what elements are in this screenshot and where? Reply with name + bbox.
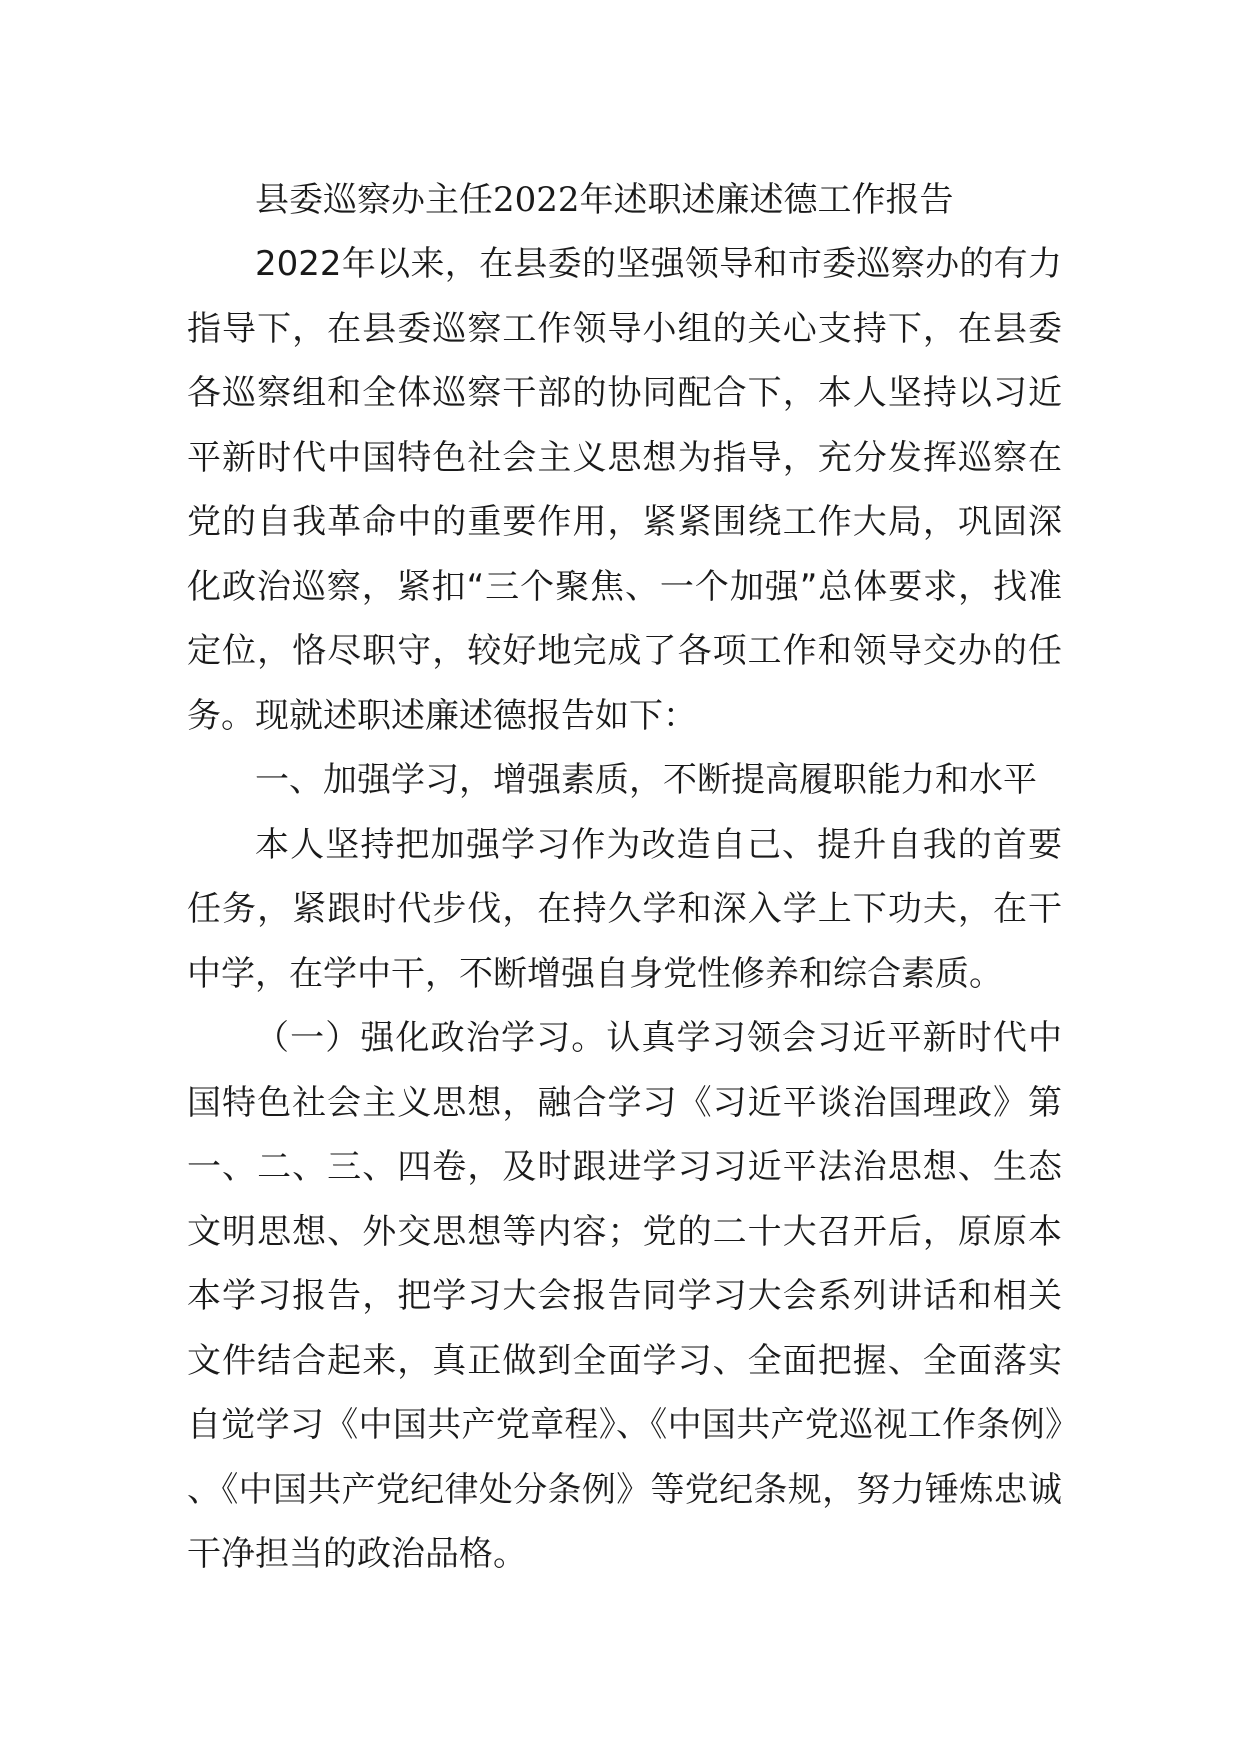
section-1-paragraph: 本人坚持把加强学习作为改造自己、提升自我的首要任务，紧跟时代步伐，在持久学和深入学上下功夫，在干中学，在学中干，不断增强自身党性修养和综合素质。 — [187, 824, 1062, 994]
subsection-1-paragraph: （一）强化政治学习。认真学习领会习近平新时代中国特色社会主义思想，融合学习《习近平谈治国理政》第一、二、三、四卷，及时跟进学习习近平法治思想、生态文明思想、外交思想等内容；党的二十大召开后，原原本本学习报告，把学习大会报告同学习大会系列讲话和相关文件结合起来，真正做到全面学习、全面把握、全面落实自觉学习《中国共产党章程》、《中国共产党巡视工作条例》、《中国共产党纪律处分条例》等党纪条规，努力锤炼忠诚干净担当的政治品格。 — [187, 1018, 1062, 1574]
document-title: 县委巡察办主任2022年述职述廉述德工作报告 — [255, 180, 954, 220]
intro-paragraph: 2022年以来，在县委的坚强领导和市委巡察办的有力指导下，在县委巡察工作领导小组的关心支持下，在县委各巡察组和全体巡察干部的协同配合下，本人坚持以习近平新时代中国特色社会主义思想为指导，充分发挥巡察在党的自我革命中的重要作用，紧紧围绕工作大局，巩固深化政治巡察，紧扣“三个聚焦、一个加强”总体要求，找准定位，恪尽职守，较好地完成了各项工作和领导交办的任务。现就述职述廉述德报告如下： — [187, 244, 1062, 736]
section-heading-1: 一、加强学习，增强素质，不断提高履职能力和水平 — [255, 760, 1037, 800]
document-body — [187, 168, 1062, 1587]
